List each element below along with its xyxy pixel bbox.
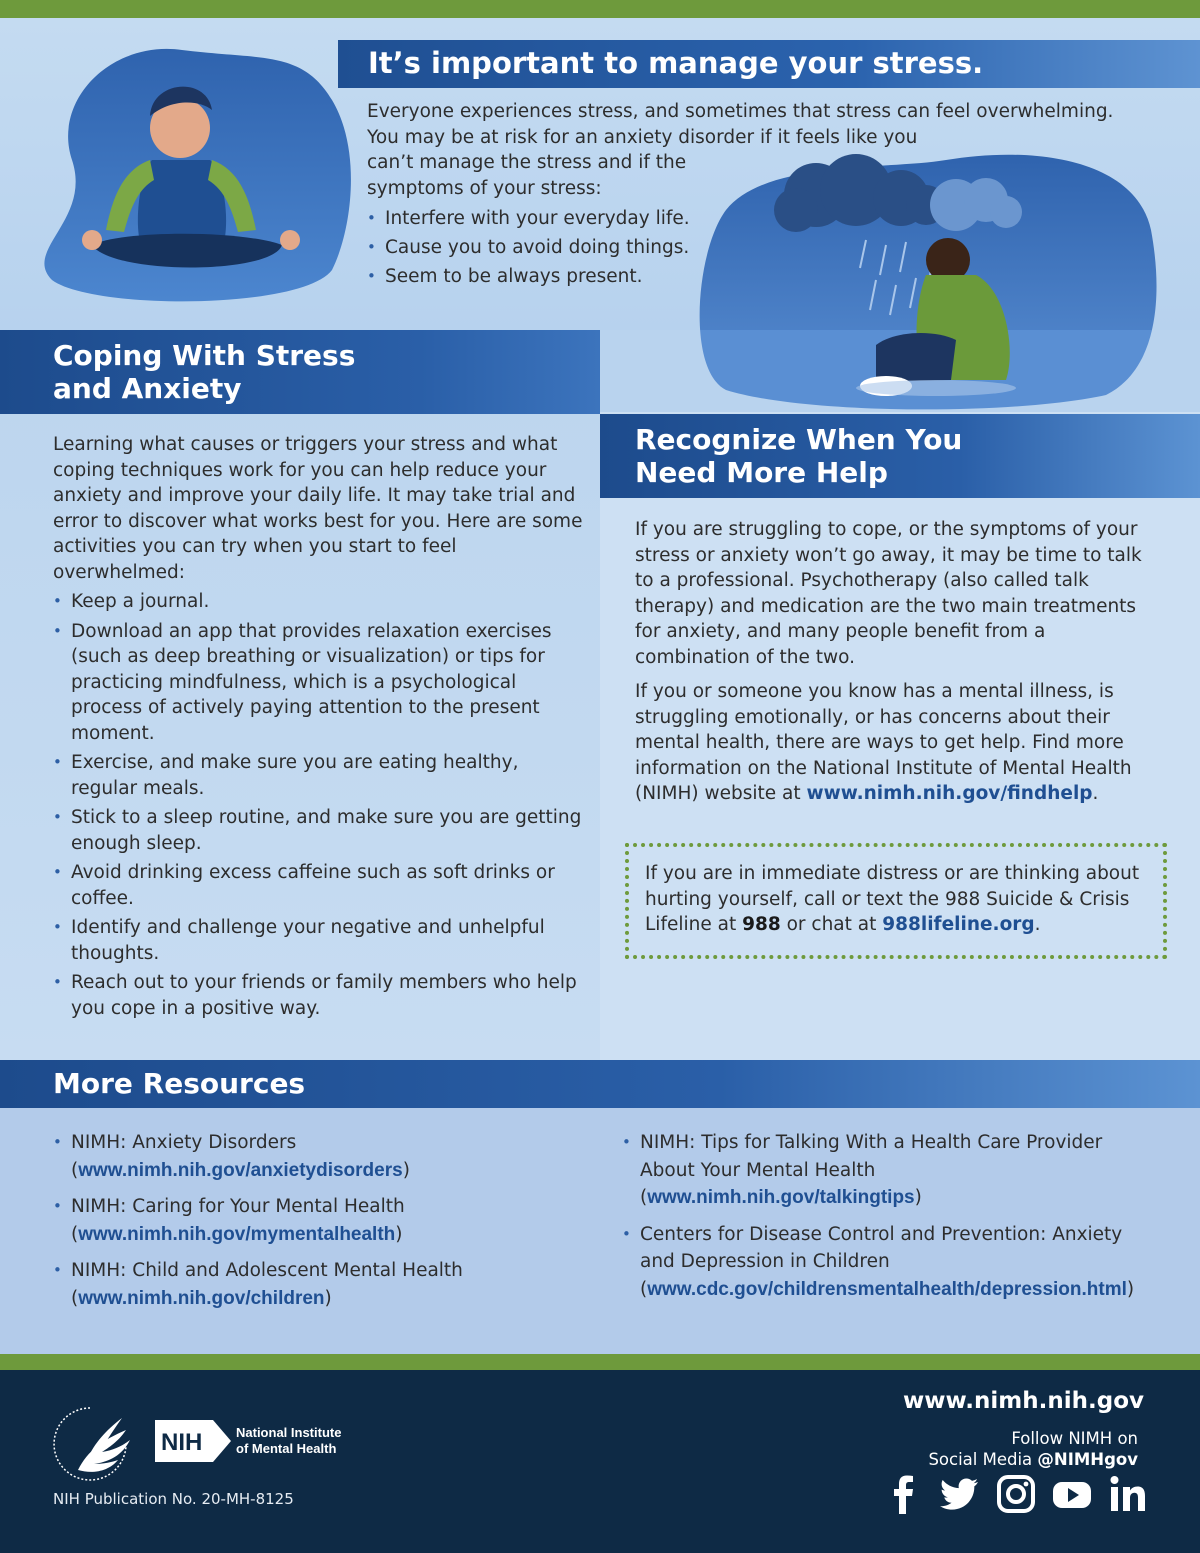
resource-label: NIMH: Tips for Talking With a Health Care Provider About Your Mental Health bbox=[640, 1132, 1103, 1181]
list-item: • Stick to a sleep routine, and make sure you are getting enough sleep. bbox=[53, 805, 583, 856]
coping-body bbox=[53, 432, 583, 1025]
youtube-icon[interactable] bbox=[1052, 1474, 1092, 1514]
intro-title: It’s important to manage your stress. bbox=[368, 46, 984, 80]
symptom-list bbox=[367, 204, 1147, 291]
social-icons bbox=[884, 1474, 1148, 1514]
meditation-illustration bbox=[32, 40, 364, 302]
linkedin-icon[interactable] bbox=[1108, 1474, 1148, 1514]
publication-number: NIH Publication No. 20-MH-8125 bbox=[53, 1490, 294, 1508]
resource-link[interactable]: www.nimh.nih.gov/anxietydisorders bbox=[78, 1159, 403, 1181]
list-item: • NIMH: Anxiety Disorders (www.nimh.nih.gov/anxietydisorders) bbox=[53, 1129, 573, 1184]
list-item: • Centers for Disease Control and Prevention: Anxiety and Depression in Children (www.cdc.gov/childrensmentalhealth/depression.html) bbox=[622, 1221, 1162, 1304]
resources-list-left bbox=[53, 1129, 573, 1321]
list-item: • Reach out to your friends or family members who help you cope in a positive way. bbox=[53, 970, 583, 1021]
recognize-title-line: Recognize When You bbox=[635, 423, 963, 456]
resource-link[interactable]: www.nimh.nih.gov/talkingtips bbox=[647, 1187, 915, 1208]
list-item: • Cause you to avoid doing things. bbox=[367, 233, 1147, 262]
intro-line: symptoms of your stress: bbox=[367, 177, 602, 199]
coping-header-bar bbox=[0, 330, 600, 414]
social-handle[interactable]: @NIMHgov bbox=[1037, 1450, 1138, 1469]
list-item: • Download an app that provides relaxation exercises (such as deep breathing or visualization) or tips for practicing mindfulness, which is a psychological process of actively paying attention to the present moment. bbox=[53, 619, 583, 747]
resource-link[interactable]: www.nimh.nih.gov/mymentalhealth bbox=[78, 1223, 396, 1245]
facebook-icon[interactable] bbox=[884, 1474, 924, 1514]
recognize-title-line: Need More Help bbox=[635, 456, 888, 489]
recognize-paragraph bbox=[635, 679, 1165, 807]
recognize-header-bar bbox=[600, 414, 1200, 498]
resource-label: Centers for Disease Control and Prevention: Anxiety and Depression in Children bbox=[640, 1223, 1123, 1272]
recognize-paragraph: If you are struggling to cope, or the symptoms of your stress or anxiety won’t go away, it may be time to talk to a professional. Psychotherapy (also called talk therapy) and medication are the two main treatments for anxiety, and many people benefit from a combination of the two. bbox=[635, 519, 1142, 668]
crisis-callout bbox=[625, 843, 1167, 959]
punctuation: . bbox=[1034, 914, 1041, 935]
list-item: • Keep a journal. bbox=[53, 589, 583, 615]
list-item: • Avoid drinking excess caffeine such as soft drinks or coffee. bbox=[53, 860, 583, 911]
follow-line: Follow NIMH on bbox=[1011, 1429, 1138, 1448]
resource-label: NIMH: Anxiety Disorders bbox=[71, 1132, 297, 1153]
hhs-seal-icon bbox=[48, 1400, 138, 1484]
coping-list bbox=[53, 589, 583, 1021]
punctuation: . bbox=[1092, 783, 1099, 804]
top-stripe bbox=[0, 0, 1200, 18]
nih-name bbox=[236, 1425, 341, 1457]
footer-green-band bbox=[0, 1354, 1200, 1370]
findhelp-link[interactable]: www.nimh.nih.gov/findhelp bbox=[806, 783, 1093, 804]
website-link[interactable]: www.nimh.nih.gov bbox=[903, 1388, 1144, 1414]
recognize-paragraph-text: If you or someone you know has a mental illness, is struggling emotionally, or has concerns about their mental health, there are ways to get help. Find more information on the National Institute of Mental Health (NIMH) website at bbox=[635, 681, 1132, 804]
nih-name-line: of Mental Health bbox=[236, 1441, 337, 1456]
list-item: • NIMH: Child and Adolescent Mental Health (www.nimh.nih.gov/children) bbox=[53, 1257, 573, 1312]
nih-abbr: NIH bbox=[161, 1429, 203, 1456]
list-item: • Exercise, and make sure you are eating healthy, regular meals. bbox=[53, 750, 583, 801]
intro-line: Everyone experiences stress, and sometimes that stress can feel overwhelming. bbox=[367, 101, 1114, 122]
resources-title: More Resources bbox=[53, 1067, 306, 1100]
list-item: • Interfere with your everyday life. bbox=[367, 204, 1147, 233]
resource-label: NIMH: Child and Adolescent Mental Health bbox=[71, 1260, 463, 1281]
intro-text bbox=[367, 99, 1147, 291]
list-item: • Identify and challenge your negative and unhelpful thoughts. bbox=[53, 915, 583, 966]
resource-label: NIMH: Caring for Your Mental Health bbox=[71, 1196, 405, 1217]
twitter-icon[interactable] bbox=[940, 1474, 980, 1514]
list-item: • NIMH: Caring for Your Mental Health (www.nimh.nih.gov/mymentalhealth) bbox=[53, 1193, 573, 1248]
recognize-body bbox=[635, 517, 1165, 816]
coping-title-line: Coping With Stress bbox=[53, 339, 356, 372]
follow-text bbox=[878, 1428, 1138, 1470]
list-item: • NIMH: Tips for Talking With a Health Care Provider About Your Mental Health (www.nimh.nih.gov/talkingtips) bbox=[622, 1129, 1162, 1212]
crisis-text: If you are in immediate distress or are thinking about hurting yourself, call or text the 988 Suicide & Crisis Lifeline at bbox=[645, 863, 1140, 935]
intro-line: You may be at risk for an anxiety disorder if it feels like you bbox=[367, 126, 918, 148]
resource-link[interactable]: www.nimh.nih.gov/children bbox=[78, 1287, 325, 1309]
instagram-icon[interactable] bbox=[996, 1474, 1036, 1514]
intro-line: can’t manage the stress and if the bbox=[367, 152, 687, 173]
nih-logo-icon bbox=[155, 1420, 231, 1462]
coping-title bbox=[53, 339, 355, 405]
recognize-title bbox=[635, 423, 962, 489]
crisis-number[interactable]: 988 bbox=[742, 914, 781, 935]
coping-title-line: and Anxiety bbox=[53, 372, 242, 405]
resources-list-right bbox=[622, 1129, 1162, 1312]
nih-name-line: National Institute bbox=[236, 1425, 342, 1440]
coping-paragraph: Learning what causes or triggers your stress and what coping techniques work for you can help reduce your anxiety and improve your daily life. It may take trial and error to discover what works best for you. Here are some activities you can try when you start to feel overwhelmed: bbox=[53, 434, 583, 583]
intro-header-bar bbox=[338, 40, 1200, 88]
lifeline-link[interactable]: 988lifeline.org bbox=[882, 914, 1035, 935]
list-item: • Seem to be always present. bbox=[367, 262, 1147, 291]
resources-header-bar bbox=[0, 1060, 1200, 1108]
follow-line: Social Media bbox=[928, 1450, 1038, 1469]
resource-link[interactable]: www.cdc.gov/childrensmentalhealth/depression.html bbox=[647, 1278, 1127, 1300]
crisis-text: or chat at bbox=[780, 914, 883, 935]
